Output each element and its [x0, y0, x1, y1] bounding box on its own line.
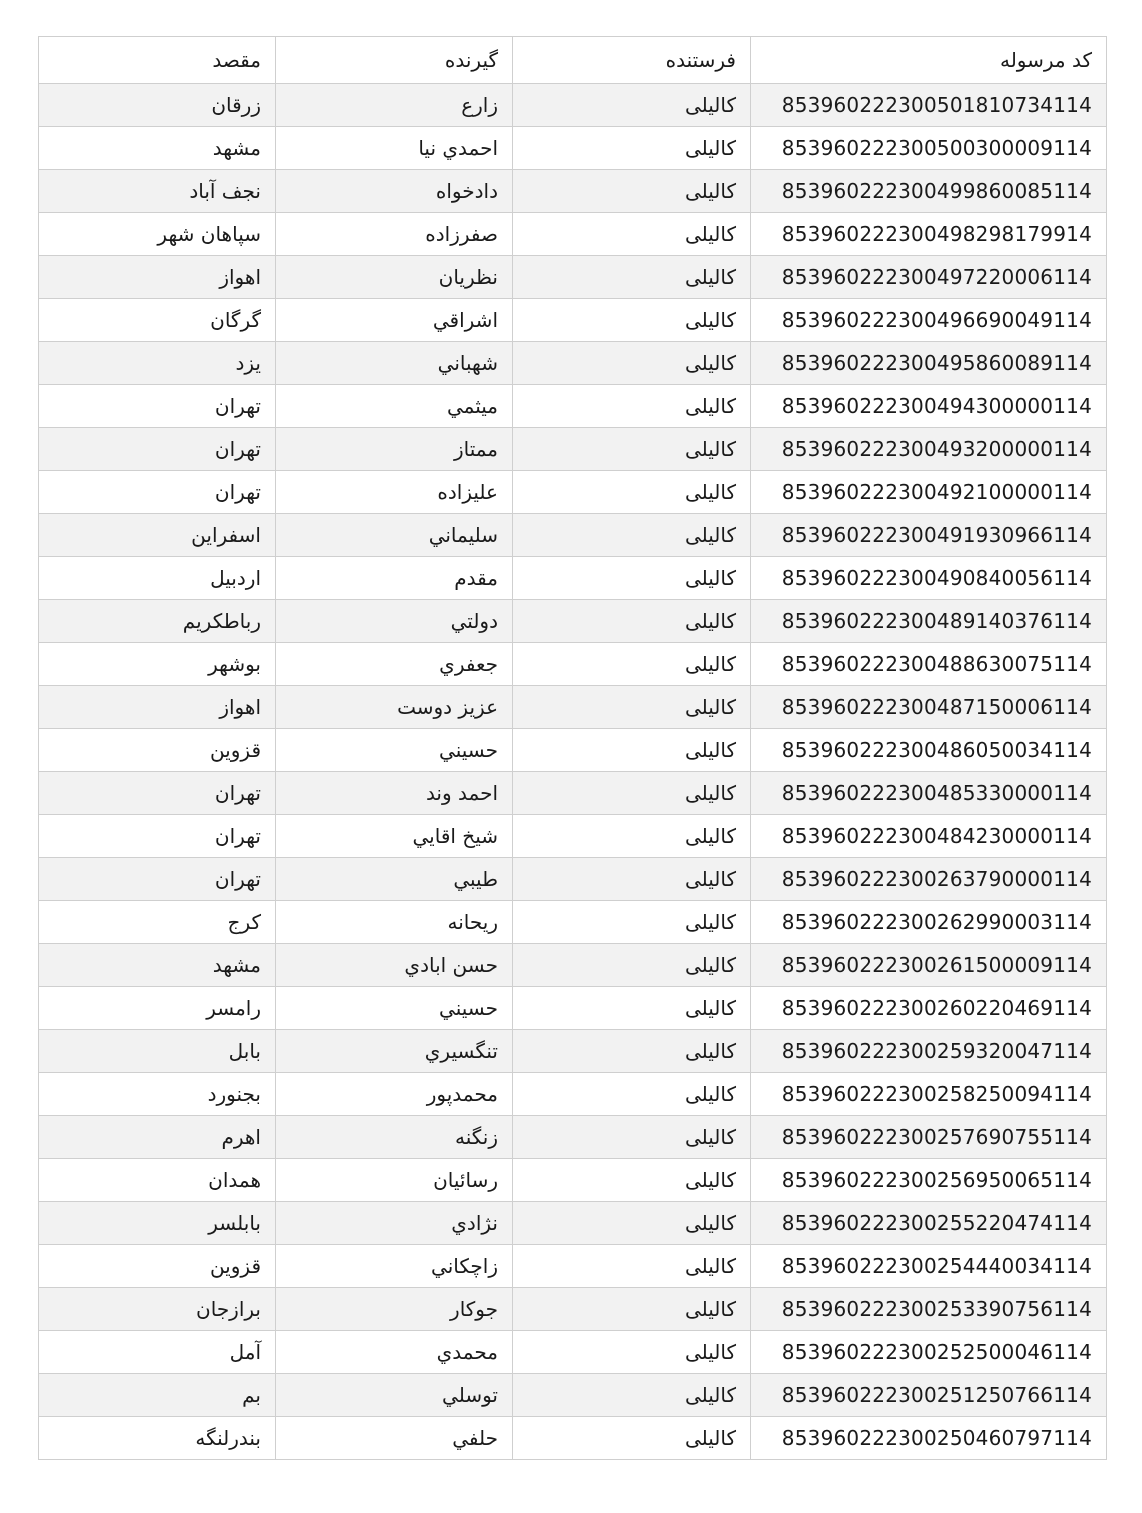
receiver-cell: حسن ابادي: [276, 944, 513, 987]
shipment-code-cell: 853960222300256950065114: [751, 1159, 1107, 1202]
table-row: [39, 170, 1107, 213]
sender-cell: کالیلی: [513, 815, 751, 858]
sender-cell: کالیلی: [513, 471, 751, 514]
shipment-code-cell: 853960222300486050034114: [751, 729, 1107, 772]
sender-cell: کالیلی: [513, 1159, 751, 1202]
table-row: [39, 944, 1107, 987]
sender-cell: کالیلی: [513, 600, 751, 643]
receiver-cell: حسيني: [276, 987, 513, 1030]
header-row: [39, 37, 1107, 84]
destination-cell: مشهد: [39, 127, 276, 170]
table-row: [39, 1417, 1107, 1460]
shipment-code-cell: 853960222300484230000114: [751, 815, 1107, 858]
table-row: [39, 858, 1107, 901]
shipment-code-cell: 853960222300494300000114: [751, 385, 1107, 428]
table-row: [39, 686, 1107, 729]
receiver-cell: محمدپور: [276, 1073, 513, 1116]
destination-cell: مشهد: [39, 944, 276, 987]
shipment-code-cell: 853960222300258250094114: [751, 1073, 1107, 1116]
destination-cell: رباطكريم: [39, 600, 276, 643]
destination-cell: تهران: [39, 428, 276, 471]
destination-cell: قزوين: [39, 729, 276, 772]
receiver-cell: جوكار: [276, 1288, 513, 1331]
sender-cell: کالیلی: [513, 84, 751, 127]
shipment-code-cell: 853960222300261500009114: [751, 944, 1107, 987]
sender-cell: کالیلی: [513, 1030, 751, 1073]
table-row: [39, 1331, 1107, 1374]
sender-cell: کالیلی: [513, 428, 751, 471]
sender-cell: کالیلی: [513, 1417, 751, 1460]
shipment-code-cell: 853960222300500300009114: [751, 127, 1107, 170]
receiver-cell: شهباني: [276, 342, 513, 385]
table-row: [39, 1073, 1107, 1116]
destination-cell: تهران: [39, 815, 276, 858]
header-receiver: گیرنده: [276, 37, 513, 84]
receiver-cell: شيخ اقايي: [276, 815, 513, 858]
receiver-cell: احمدي نيا: [276, 127, 513, 170]
destination-cell: كرج: [39, 901, 276, 944]
shipment-code-cell: 853960222300497220006114: [751, 256, 1107, 299]
destination-cell: بوشهر: [39, 643, 276, 686]
table-row: [39, 815, 1107, 858]
table-row: [39, 772, 1107, 815]
receiver-cell: سليماني: [276, 514, 513, 557]
shipment-code-cell: 853960222300501810734114: [751, 84, 1107, 127]
table-row: [39, 987, 1107, 1030]
destination-cell: بابل: [39, 1030, 276, 1073]
sender-cell: کالیلی: [513, 1202, 751, 1245]
shipment-code-cell: 853960222300253390756114: [751, 1288, 1107, 1331]
destination-cell: همدان: [39, 1159, 276, 1202]
table-row: [39, 600, 1107, 643]
sender-cell: کالیلی: [513, 557, 751, 600]
receiver-cell: دادخواه: [276, 170, 513, 213]
shipment-code-cell: 853960222300498298179914: [751, 213, 1107, 256]
destination-cell: نجف آباد: [39, 170, 276, 213]
shipment-code-cell: 853960222300257690755114: [751, 1116, 1107, 1159]
receiver-cell: طيبي: [276, 858, 513, 901]
shipment-code-cell: 853960222300254440034114: [751, 1245, 1107, 1288]
shipment-code-cell: 853960222300251250766114: [751, 1374, 1107, 1417]
receiver-cell: مقدم: [276, 557, 513, 600]
sender-cell: کالیلی: [513, 1073, 751, 1116]
shipment-code-cell: 853960222300250460797114: [751, 1417, 1107, 1460]
destination-cell: برازجان: [39, 1288, 276, 1331]
table-row: [39, 1159, 1107, 1202]
sender-cell: کالیلی: [513, 1331, 751, 1374]
receiver-cell: محمدي: [276, 1331, 513, 1374]
destination-cell: بجنورد: [39, 1073, 276, 1116]
receiver-cell: تنگسيري: [276, 1030, 513, 1073]
receiver-cell: دولتي: [276, 600, 513, 643]
shipment-code-cell: 853960222300259320047114: [751, 1030, 1107, 1073]
sender-cell: کالیلی: [513, 944, 751, 987]
table-row: [39, 1030, 1107, 1073]
receiver-cell: احمد وند: [276, 772, 513, 815]
destination-cell: تهران: [39, 471, 276, 514]
sender-cell: کالیلی: [513, 1116, 751, 1159]
shipment-code-cell: 853960222300262990003114: [751, 901, 1107, 944]
shipment-code-cell: 853960222300493200000114: [751, 428, 1107, 471]
receiver-cell: صفرزاده: [276, 213, 513, 256]
destination-cell: گرگان: [39, 299, 276, 342]
shipments-sheet: [38, 36, 1106, 1460]
receiver-cell: اشراقي: [276, 299, 513, 342]
shipment-code-cell: 853960222300492100000114: [751, 471, 1107, 514]
receiver-cell: زنگنه: [276, 1116, 513, 1159]
sender-cell: کالیلی: [513, 127, 751, 170]
shipment-code-cell: 853960222300255220474114: [751, 1202, 1107, 1245]
shipment-code-cell: 853960222300252500046114: [751, 1331, 1107, 1374]
shipment-code-cell: 853960222300496690049114: [751, 299, 1107, 342]
receiver-cell: حسيني: [276, 729, 513, 772]
table-row: [39, 127, 1107, 170]
shipment-code-cell: 853960222300487150006114: [751, 686, 1107, 729]
shipment-code-cell: 853960222300490840056114: [751, 557, 1107, 600]
sender-cell: کالیلی: [513, 772, 751, 815]
destination-cell: اردبيل: [39, 557, 276, 600]
sender-cell: کالیلی: [513, 1245, 751, 1288]
destination-cell: بندرلنگه: [39, 1417, 276, 1460]
table-row: [39, 256, 1107, 299]
table-row: [39, 84, 1107, 127]
table-row: [39, 428, 1107, 471]
sender-cell: کالیلی: [513, 170, 751, 213]
table-row: [39, 643, 1107, 686]
table-row: [39, 1374, 1107, 1417]
shipment-code-cell: 853960222300263790000114: [751, 858, 1107, 901]
receiver-cell: نظريان: [276, 256, 513, 299]
table-row: [39, 299, 1107, 342]
sender-cell: کالیلی: [513, 514, 751, 557]
destination-cell: بم: [39, 1374, 276, 1417]
table-row: [39, 213, 1107, 256]
table-row: [39, 1245, 1107, 1288]
sender-cell: کالیلی: [513, 729, 751, 772]
table-row: [39, 471, 1107, 514]
destination-cell: زرقان: [39, 84, 276, 127]
receiver-cell: توسلي: [276, 1374, 513, 1417]
sender-cell: کالیلی: [513, 342, 751, 385]
table-row: [39, 342, 1107, 385]
destination-cell: يزد: [39, 342, 276, 385]
table-row: [39, 901, 1107, 944]
receiver-cell: زارع: [276, 84, 513, 127]
table-row: [39, 1116, 1107, 1159]
receiver-cell: رسائيان: [276, 1159, 513, 1202]
shipment-code-cell: 853960222300499860085114: [751, 170, 1107, 213]
destination-cell: تهران: [39, 385, 276, 428]
shipment-code-cell: 853960222300488630075114: [751, 643, 1107, 686]
header-code: کد مرسوله: [751, 37, 1107, 84]
sender-cell: کالیلی: [513, 1374, 751, 1417]
sender-cell: کالیلی: [513, 1288, 751, 1331]
destination-cell: تهران: [39, 858, 276, 901]
sender-cell: کالیلی: [513, 213, 751, 256]
destination-cell: اسفراين: [39, 514, 276, 557]
shipment-code-cell: 853960222300495860089114: [751, 342, 1107, 385]
destination-cell: اهرم: [39, 1116, 276, 1159]
receiver-cell: ميثمي: [276, 385, 513, 428]
receiver-cell: زاچكاني: [276, 1245, 513, 1288]
sender-cell: کالیلی: [513, 643, 751, 686]
destination-cell: آمل: [39, 1331, 276, 1374]
receiver-cell: نژادي: [276, 1202, 513, 1245]
shipments-table: [38, 36, 1107, 1460]
receiver-cell: عزيز دوست: [276, 686, 513, 729]
destination-cell: اهواز: [39, 256, 276, 299]
table-row: [39, 385, 1107, 428]
table-row: [39, 729, 1107, 772]
receiver-cell: ممتاز: [276, 428, 513, 471]
sender-cell: کالیلی: [513, 686, 751, 729]
sender-cell: کالیلی: [513, 299, 751, 342]
header-destination: مقصد: [39, 37, 276, 84]
shipment-code-cell: 853960222300489140376114: [751, 600, 1107, 643]
destination-cell: تهران: [39, 772, 276, 815]
shipment-code-cell: 853960222300485330000114: [751, 772, 1107, 815]
sender-cell: کالیلی: [513, 987, 751, 1030]
receiver-cell: حلفي: [276, 1417, 513, 1460]
destination-cell: بابلسر: [39, 1202, 276, 1245]
shipment-code-cell: 853960222300260220469114: [751, 987, 1107, 1030]
destination-cell: سپاهان شهر: [39, 213, 276, 256]
sender-cell: کالیلی: [513, 858, 751, 901]
sender-cell: کالیلی: [513, 256, 751, 299]
receiver-cell: ريحانه: [276, 901, 513, 944]
destination-cell: رامسر: [39, 987, 276, 1030]
header-sender: فرستنده: [513, 37, 751, 84]
shipment-code-cell: 853960222300491930966114: [751, 514, 1107, 557]
table-row: [39, 1202, 1107, 1245]
receiver-cell: عليزاده: [276, 471, 513, 514]
receiver-cell: جعفري: [276, 643, 513, 686]
destination-cell: اهواز: [39, 686, 276, 729]
table-row: [39, 1288, 1107, 1331]
sender-cell: کالیلی: [513, 385, 751, 428]
sender-cell: کالیلی: [513, 901, 751, 944]
table-row: [39, 514, 1107, 557]
destination-cell: قزوين: [39, 1245, 276, 1288]
table-row: [39, 557, 1107, 600]
